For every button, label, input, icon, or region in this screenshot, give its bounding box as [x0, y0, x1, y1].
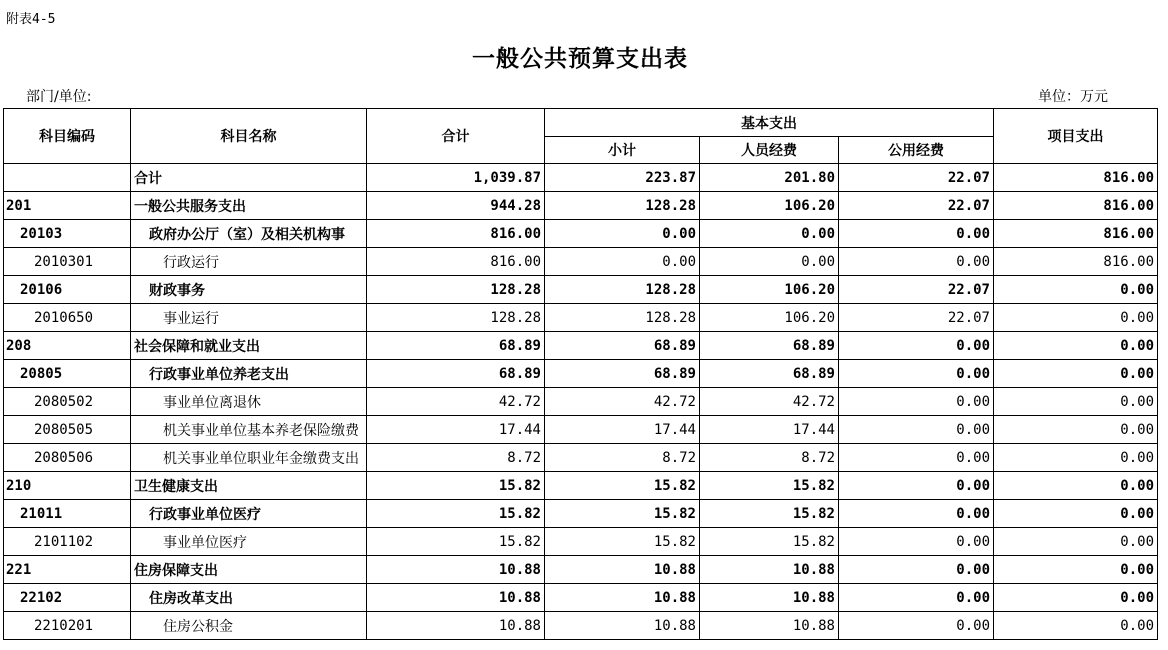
cell-code: 20103 [4, 220, 131, 248]
cell-public: 0.00 [839, 612, 994, 640]
cell-code: 2080505 [4, 416, 131, 444]
cell-public: 22.07 [839, 192, 994, 220]
appendix-tag: 附表4-5 [6, 12, 56, 27]
cell-personnel: 10.88 [700, 612, 839, 640]
table-row [4, 220, 1158, 248]
budget-table [3, 108, 1158, 640]
cell-personnel: 15.82 [700, 500, 839, 528]
table-row [4, 500, 1158, 528]
cell-total: 15.82 [367, 500, 545, 528]
cell-project: 816.00 [994, 164, 1158, 192]
cell-total: 68.89 [367, 332, 545, 360]
cell-name: 机关事业单位职业年金缴费支出 [131, 444, 367, 472]
cell-code: 20106 [4, 276, 131, 304]
cell-code: 210 [4, 472, 131, 500]
cell-total: 10.88 [367, 584, 545, 612]
cell-subtotal: 42.72 [545, 388, 700, 416]
cell-public: 0.00 [839, 388, 994, 416]
table-row [4, 304, 1158, 332]
cell-subtotal: 10.88 [545, 612, 700, 640]
cell-personnel: 68.89 [700, 332, 839, 360]
cell-personnel: 106.20 [700, 192, 839, 220]
cell-public: 0.00 [839, 500, 994, 528]
page-title: 一般公共预算支出表 [472, 45, 688, 72]
cell-code: 208 [4, 332, 131, 360]
cell-code: 201 [4, 192, 131, 220]
cell-total: 10.88 [367, 612, 545, 640]
cell-project: 0.00 [994, 416, 1158, 444]
cell-subtotal: 15.82 [545, 500, 700, 528]
table-row [4, 416, 1158, 444]
cell-project: 0.00 [994, 276, 1158, 304]
cell-public: 0.00 [839, 584, 994, 612]
cell-name: 事业运行 [131, 304, 367, 332]
cell-public: 0.00 [839, 416, 994, 444]
cell-subtotal: 0.00 [545, 220, 700, 248]
cell-name: 行政事业单位医疗 [131, 500, 367, 528]
cell-subtotal: 10.88 [545, 584, 700, 612]
cell-name: 行政事业单位养老支出 [131, 360, 367, 388]
cell-name: 卫生健康支出 [131, 472, 367, 500]
cell-public: 0.00 [839, 528, 994, 556]
cell-project: 0.00 [994, 500, 1158, 528]
cell-subtotal: 223.87 [545, 164, 700, 192]
cell-public: 0.00 [839, 472, 994, 500]
cell-code: 2080506 [4, 444, 131, 472]
cell-name: 住房公积金 [131, 612, 367, 640]
cell-code: 2010301 [4, 248, 131, 276]
cell-public: 0.00 [839, 220, 994, 248]
table-row [4, 472, 1158, 500]
table-body [4, 164, 1158, 640]
cell-code: 2010650 [4, 304, 131, 332]
col-header-personnel: 人员经费 [700, 137, 839, 164]
cell-total: 944.28 [367, 192, 545, 220]
cell-project: 0.00 [994, 304, 1158, 332]
cell-name: 政府办公厅（室）及相关机构事 [131, 220, 367, 248]
cell-personnel: 15.82 [700, 472, 839, 500]
cell-personnel: 106.20 [700, 276, 839, 304]
cell-total: 128.28 [367, 276, 545, 304]
cell-personnel: 17.44 [700, 416, 839, 444]
col-header-total: 合计 [367, 109, 545, 164]
cell-total: 128.28 [367, 304, 545, 332]
cell-public: 0.00 [839, 248, 994, 276]
cell-name: 一般公共服务支出 [131, 192, 367, 220]
cell-code: 2210201 [4, 612, 131, 640]
cell-total: 15.82 [367, 472, 545, 500]
cell-public: 22.07 [839, 304, 994, 332]
cell-subtotal: 15.82 [545, 528, 700, 556]
cell-public: 22.07 [839, 276, 994, 304]
cell-public: 22.07 [839, 164, 994, 192]
table-row [4, 556, 1158, 584]
cell-project: 816.00 [994, 220, 1158, 248]
cell-subtotal: 15.82 [545, 472, 700, 500]
cell-total: 42.72 [367, 388, 545, 416]
cell-project: 0.00 [994, 388, 1158, 416]
cell-name: 事业单位医疗 [131, 528, 367, 556]
col-header-public: 公用经费 [839, 137, 994, 164]
cell-code: 2080502 [4, 388, 131, 416]
cell-project: 0.00 [994, 528, 1158, 556]
cell-code: 2101102 [4, 528, 131, 556]
table-row [4, 584, 1158, 612]
cell-personnel: 8.72 [700, 444, 839, 472]
cell-total: 15.82 [367, 528, 545, 556]
department-label: 部门/单位: [26, 89, 92, 105]
cell-total: 816.00 [367, 248, 545, 276]
cell-total: 17.44 [367, 416, 545, 444]
cell-code: 21011 [4, 500, 131, 528]
cell-total: 68.89 [367, 360, 545, 388]
cell-code: 22102 [4, 584, 131, 612]
table-row [4, 332, 1158, 360]
col-header-subtotal: 小计 [545, 137, 700, 164]
cell-personnel: 15.82 [700, 528, 839, 556]
cell-subtotal: 128.28 [545, 276, 700, 304]
cell-project: 816.00 [994, 248, 1158, 276]
cell-public: 0.00 [839, 332, 994, 360]
table-row [4, 276, 1158, 304]
col-header-project: 项目支出 [994, 109, 1158, 164]
table-row [4, 360, 1158, 388]
cell-name: 住房保障支出 [131, 556, 367, 584]
cell-name: 社会保障和就业支出 [131, 332, 367, 360]
cell-code: 221 [4, 556, 131, 584]
col-header-name: 科目名称 [131, 109, 367, 164]
cell-personnel: 10.88 [700, 584, 839, 612]
cell-subtotal: 68.89 [545, 332, 700, 360]
cell-subtotal: 10.88 [545, 556, 700, 584]
cell-code: 20805 [4, 360, 131, 388]
cell-personnel: 0.00 [700, 220, 839, 248]
table-row [4, 388, 1158, 416]
table-row [4, 164, 1158, 192]
cell-personnel: 201.80 [700, 164, 839, 192]
cell-project: 0.00 [994, 472, 1158, 500]
cell-name: 事业单位离退休 [131, 388, 367, 416]
cell-project: 816.00 [994, 192, 1158, 220]
cell-subtotal: 68.89 [545, 360, 700, 388]
cell-name: 机关事业单位基本养老保险缴费 [131, 416, 367, 444]
cell-code [4, 164, 131, 192]
cell-name: 合计 [131, 164, 367, 192]
cell-total: 10.88 [367, 556, 545, 584]
col-header-code: 科目编码 [4, 109, 131, 164]
cell-name: 行政运行 [131, 248, 367, 276]
cell-public: 0.00 [839, 444, 994, 472]
table-row [4, 248, 1158, 276]
cell-personnel: 42.72 [700, 388, 839, 416]
cell-name: 财政事务 [131, 276, 367, 304]
unit-label: 单位：万元 [1038, 89, 1108, 105]
cell-name: 住房改革支出 [131, 584, 367, 612]
cell-subtotal: 0.00 [545, 248, 700, 276]
cell-project: 0.00 [994, 612, 1158, 640]
cell-personnel: 0.00 [700, 248, 839, 276]
cell-total: 8.72 [367, 444, 545, 472]
cell-personnel: 10.88 [700, 556, 839, 584]
table-row [4, 528, 1158, 556]
cell-project: 0.00 [994, 332, 1158, 360]
cell-personnel: 106.20 [700, 304, 839, 332]
cell-total: 816.00 [367, 220, 545, 248]
cell-public: 0.00 [839, 360, 994, 388]
cell-project: 0.00 [994, 556, 1158, 584]
cell-total: 1,039.87 [367, 164, 545, 192]
cell-subtotal: 17.44 [545, 416, 700, 444]
cell-public: 0.00 [839, 556, 994, 584]
cell-subtotal: 128.28 [545, 192, 700, 220]
col-header-basic: 基本支出 [545, 109, 994, 137]
table-row [4, 612, 1158, 640]
cell-personnel: 68.89 [700, 360, 839, 388]
cell-project: 0.00 [994, 584, 1158, 612]
cell-project: 0.00 [994, 444, 1158, 472]
cell-subtotal: 128.28 [545, 304, 700, 332]
table-row [4, 444, 1158, 472]
cell-project: 0.00 [994, 360, 1158, 388]
cell-subtotal: 8.72 [545, 444, 700, 472]
table-row [4, 192, 1158, 220]
